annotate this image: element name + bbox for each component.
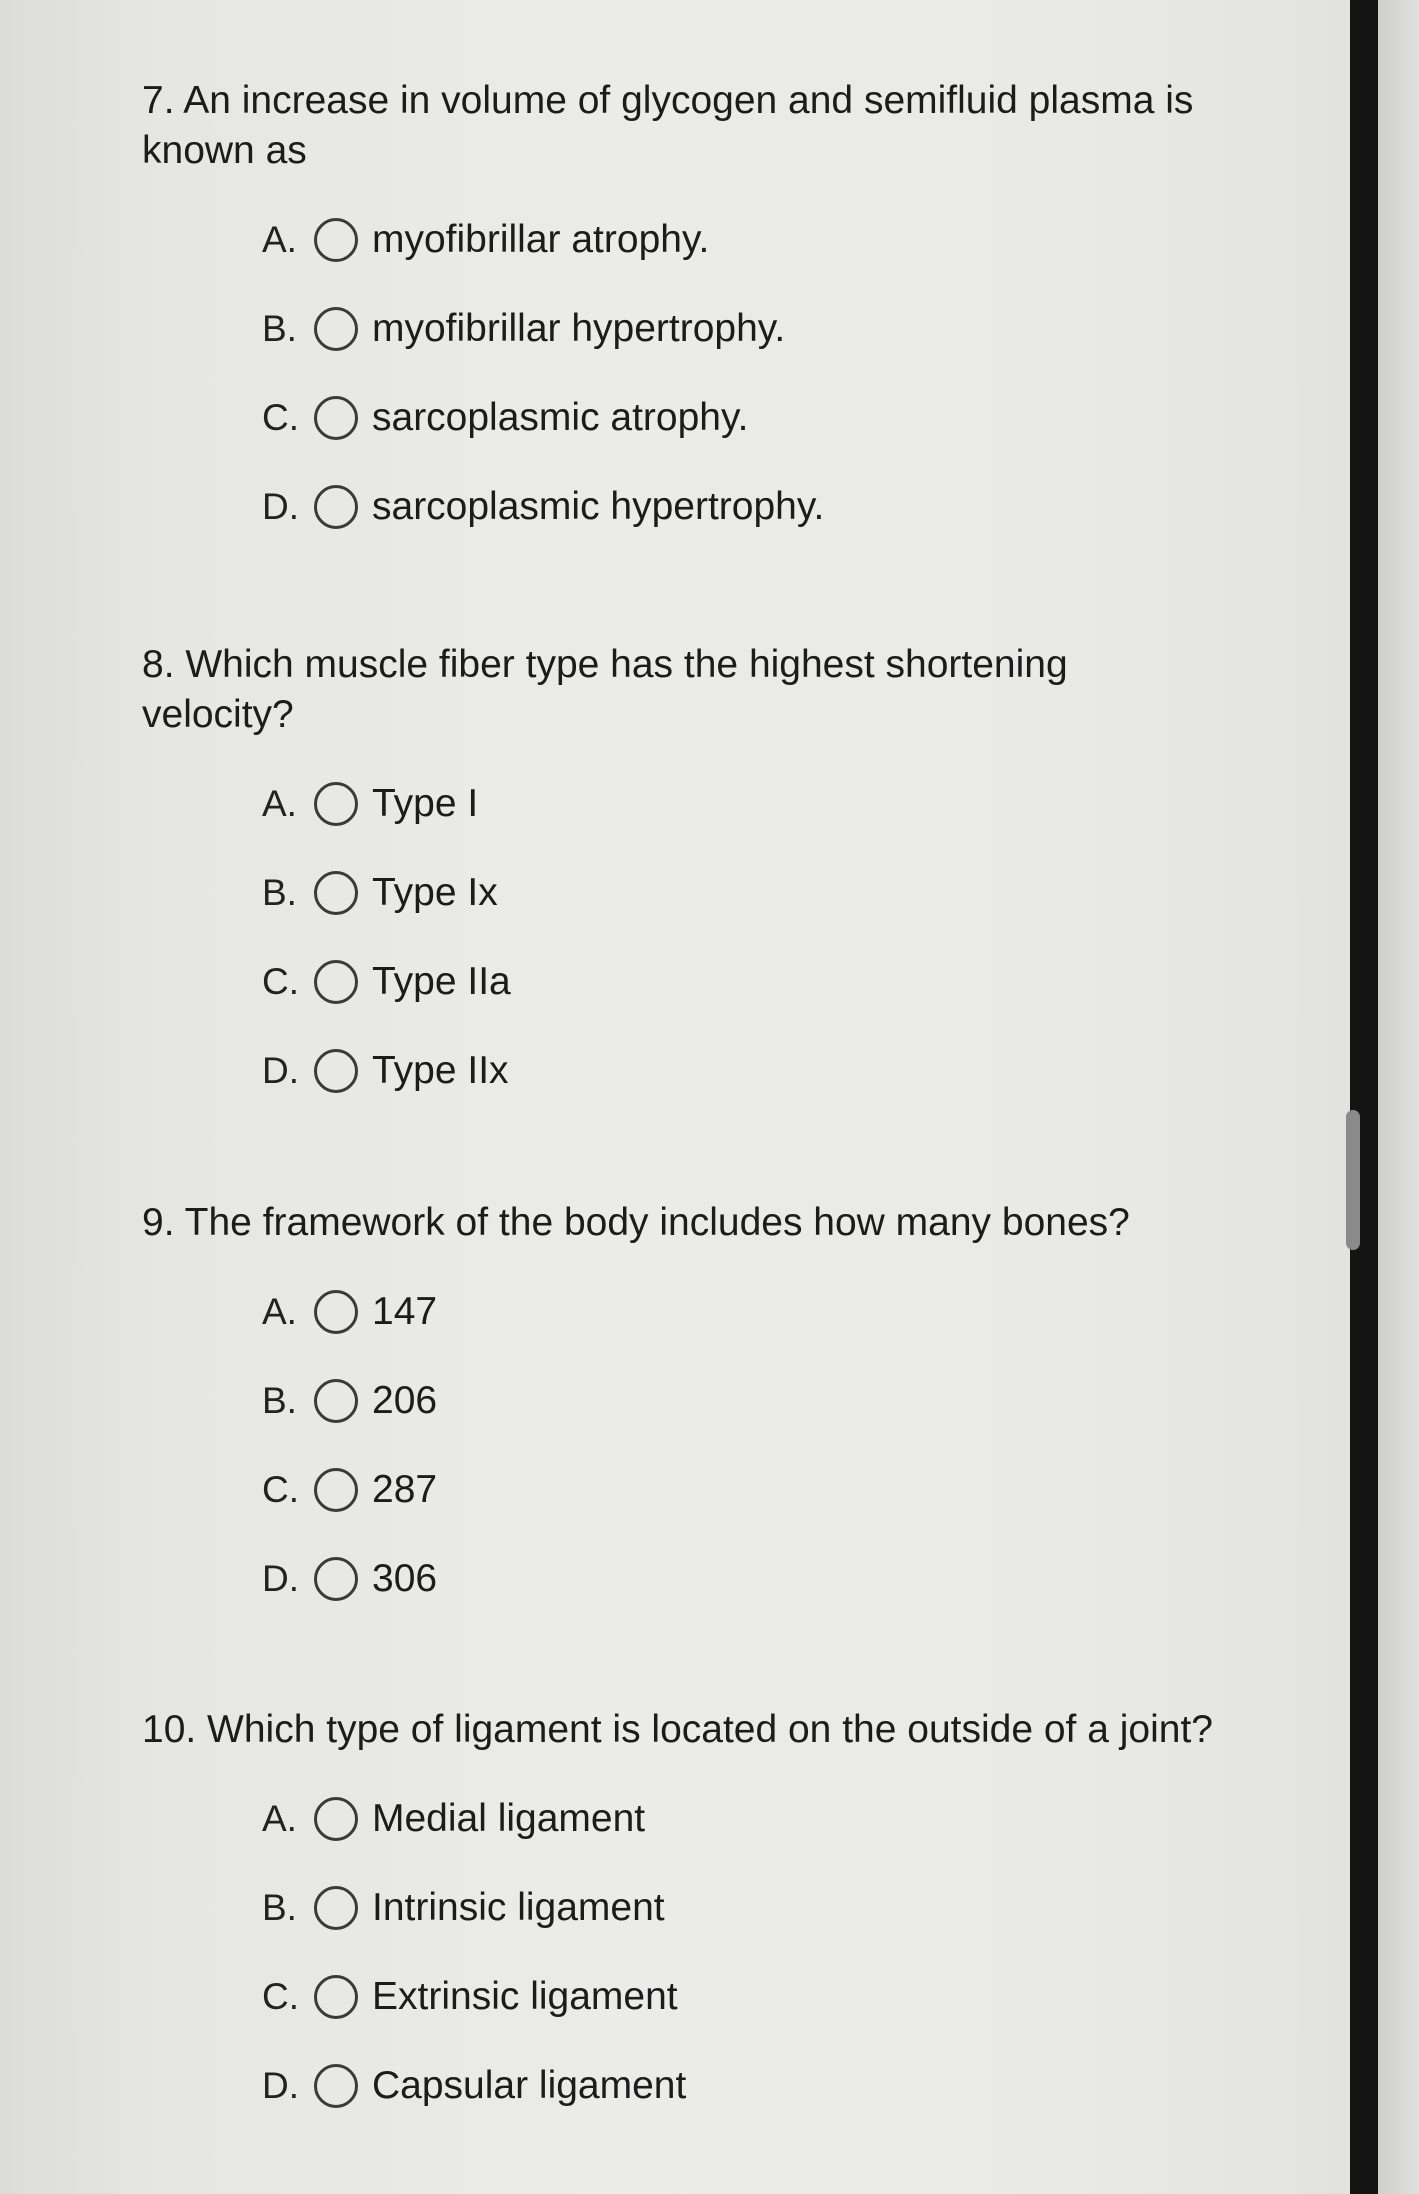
- option-c[interactable]: [262, 388, 1272, 448]
- option-letter: A.: [262, 1291, 297, 1332]
- option-label: Type IIa: [372, 960, 511, 1003]
- option-a[interactable]: [262, 774, 1272, 834]
- question-10: [142, 1705, 1272, 2145]
- question-7: [142, 76, 1272, 566]
- radio-button[interactable]: [314, 1886, 358, 1930]
- option-letter: B.: [262, 1380, 297, 1421]
- option-label: Type Ix: [372, 871, 498, 914]
- option-label: Capsular ligament: [372, 2064, 687, 2107]
- option-letter: A.: [262, 1798, 297, 1839]
- option-letter: A.: [262, 783, 297, 824]
- option-a[interactable]: [262, 210, 1272, 270]
- option-label: myofibrillar atrophy.: [372, 218, 710, 261]
- radio-button[interactable]: [314, 1290, 358, 1334]
- option-letter: B.: [262, 1887, 297, 1928]
- option-d[interactable]: [262, 477, 1272, 537]
- option-label: 287: [372, 1468, 438, 1511]
- answer-options: [142, 774, 1272, 1101]
- answer-options: [142, 1282, 1272, 1609]
- answer-options: [142, 1789, 1272, 2116]
- radio-button[interactable]: [314, 1557, 358, 1601]
- option-c[interactable]: [262, 1460, 1272, 1520]
- radio-button[interactable]: [314, 2064, 358, 2108]
- option-d[interactable]: [262, 2056, 1272, 2116]
- option-label: Type I: [372, 782, 479, 825]
- radio-button[interactable]: [314, 1797, 358, 1841]
- option-label: Medial ligament: [372, 1797, 646, 1840]
- radio-button[interactable]: [314, 307, 358, 351]
- option-letter: C.: [262, 397, 299, 438]
- option-c[interactable]: [262, 1967, 1272, 2027]
- radio-button[interactable]: [314, 960, 358, 1004]
- radio-button[interactable]: [314, 1049, 358, 1093]
- radio-button[interactable]: [314, 1379, 358, 1423]
- answer-options: [142, 210, 1272, 537]
- option-label: 206: [372, 1379, 438, 1422]
- option-label: sarcoplasmic atrophy.: [372, 396, 749, 439]
- option-a[interactable]: [262, 1282, 1272, 1342]
- option-label: Extrinsic ligament: [372, 1975, 678, 2018]
- question-prompt: 8. Which muscle fiber type has the highest shortening velocity?: [142, 643, 1068, 736]
- question-prompt: 7. An increase in volume of glycogen and semifluid plasma is known as: [142, 79, 1194, 172]
- option-letter: C.: [262, 1469, 299, 1510]
- background-surface: [1378, 0, 1419, 2194]
- option-letter: D.: [262, 1558, 299, 1599]
- option-letter: D.: [262, 486, 299, 527]
- radio-button[interactable]: [314, 782, 358, 826]
- option-letter: D.: [262, 1050, 299, 1091]
- radio-button[interactable]: [314, 218, 358, 262]
- option-b[interactable]: [262, 299, 1272, 359]
- option-letter: B.: [262, 308, 297, 349]
- option-label: sarcoplasmic hypertrophy.: [372, 485, 825, 528]
- question-8: [142, 640, 1272, 1130]
- option-label: Intrinsic ligament: [372, 1886, 665, 1929]
- option-b[interactable]: [262, 1878, 1272, 1938]
- option-letter: A.: [262, 219, 297, 260]
- option-d[interactable]: [262, 1041, 1272, 1101]
- option-label: myofibrillar hypertrophy.: [372, 307, 786, 350]
- option-b[interactable]: [262, 1371, 1272, 1431]
- device-bezel: [1350, 0, 1378, 2194]
- question-prompt: 9. The framework of the body includes how many bones?: [142, 1201, 1130, 1244]
- radio-button[interactable]: [314, 871, 358, 915]
- radio-button[interactable]: [314, 1975, 358, 2019]
- option-letter: B.: [262, 872, 297, 913]
- option-b[interactable]: [262, 863, 1272, 923]
- radio-button[interactable]: [314, 396, 358, 440]
- option-label: 147: [372, 1290, 438, 1333]
- scrollbar-thumb[interactable]: [1346, 1110, 1360, 1250]
- question-9: [142, 1198, 1272, 1638]
- radio-button[interactable]: [314, 485, 358, 529]
- option-label: Type IIx: [372, 1049, 509, 1092]
- option-c[interactable]: [262, 952, 1272, 1012]
- option-letter: C.: [262, 1976, 299, 2017]
- option-label: 306: [372, 1557, 438, 1600]
- question-prompt: 10. Which type of ligament is located on the outside of a joint?: [142, 1708, 1213, 1751]
- option-a[interactable]: [262, 1789, 1272, 1849]
- option-letter: C.: [262, 961, 299, 1002]
- option-letter: D.: [262, 2065, 299, 2106]
- radio-button[interactable]: [314, 1468, 358, 1512]
- option-d[interactable]: [262, 1549, 1272, 1609]
